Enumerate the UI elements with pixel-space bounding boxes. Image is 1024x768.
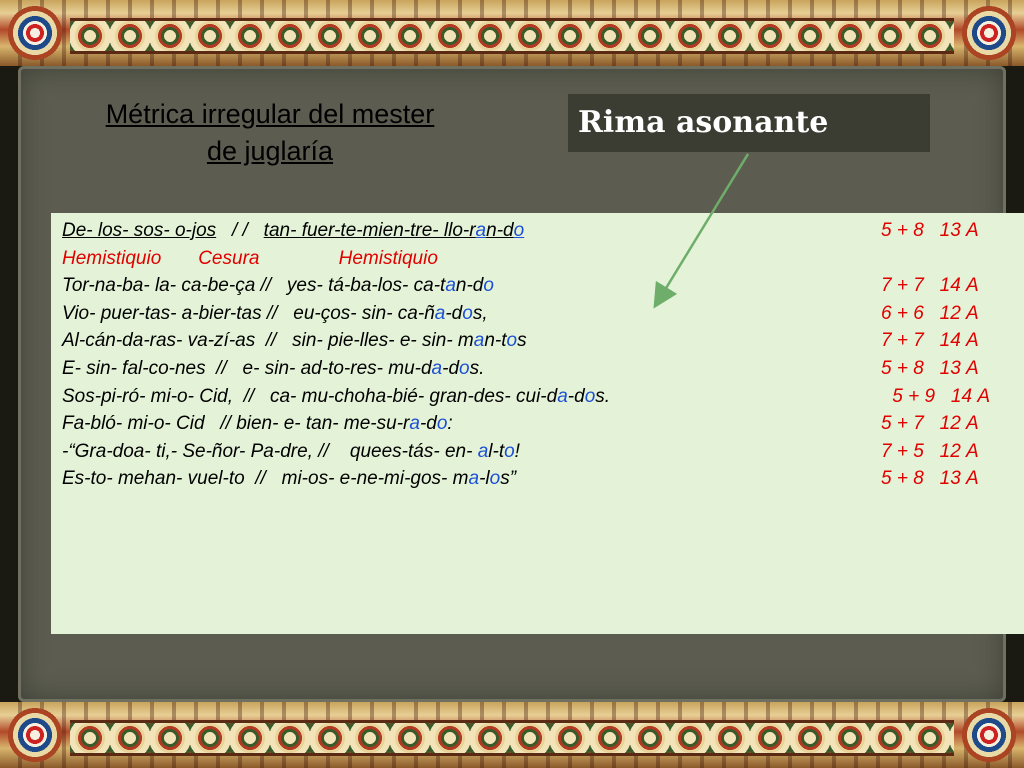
rhyme-vowel: o	[506, 330, 518, 352]
verse-fragment: !	[514, 440, 520, 462]
rhyme-vowel: a	[475, 220, 487, 241]
syllable-count: 5 + 8 13 A	[881, 220, 979, 241]
verse-fragment: -“Gra-doa- ti,- Se-ñor- Pa-dre, // quees-tás- en-	[62, 440, 478, 462]
syllable-count: 5 + 9 14 A	[887, 385, 990, 407]
verse-fragment: / /	[216, 220, 264, 241]
verse-fragment: Tor-na-ba- la- ca-be-ça // yes- tá-ba-los- ca-t	[62, 275, 446, 297]
verse-fragment: Al-cán-da-ras- va-zí-as // sin- pie-lles- e- sin- m	[62, 330, 474, 352]
rhyme-vowel: a	[473, 330, 485, 352]
verse-fragment: -d	[445, 302, 463, 324]
verse-fragment: Es-to- mehan- vuel-to // mi-os- e-ne-mi-gos- m	[62, 468, 469, 490]
slide-title: Métrica irregular del mester de juglaría	[105, 99, 435, 166]
verse-fragment: tan- fuer-te-mien-tre- llo-r	[263, 220, 476, 241]
rhyme-vowel: a	[557, 385, 568, 407]
rhyme-vowel: a	[445, 275, 456, 297]
verse-fragment: s	[517, 330, 527, 352]
verse-fragment: -d	[419, 413, 437, 435]
rhyme-vowel: o	[459, 358, 470, 379]
verse-fragment: s.	[469, 358, 485, 379]
verse-fragment: Sos-pi-ró- mi-o- Cid, // ca- mu-choha-bié- gran-des- cui-d	[62, 385, 558, 407]
verse-fragment: n-t	[484, 330, 507, 352]
syllable-count: 5 + 7 12 A	[881, 413, 979, 435]
rosette-ornament-icon	[960, 706, 1018, 764]
verse-fragment: Hemistiquio Cesura Hemistiquio	[62, 247, 438, 269]
verse-fragment: -d	[442, 358, 460, 379]
syllable-count: 7 + 7 14 A	[881, 330, 979, 352]
rhyme-vowel: a	[468, 468, 480, 490]
rhyme-vowel: a	[434, 302, 446, 324]
syllable-count: 5 + 8 13 A	[881, 468, 979, 490]
syllable-count: 6 + 6 12 A	[881, 302, 979, 324]
rhyme-vowel: o	[462, 302, 473, 324]
syllable-count: 7 + 5 12 A	[881, 440, 979, 462]
verse-fragment: l-t	[488, 440, 505, 462]
verse-fragment: s.	[595, 385, 611, 407]
rhyme-vowel: a	[431, 358, 443, 379]
decorative-border-bottom	[0, 702, 1024, 768]
verse-fragment: De- los- sos- o-jos	[62, 220, 217, 241]
rima-asonante-label: Rima asonante	[568, 94, 930, 152]
rhyme-vowel: o	[504, 440, 515, 462]
rosette-ornament-icon	[6, 706, 64, 764]
verse-fragment: Vio- puer-tas- a-bier-tas // eu-ços- sin- ca-ñ	[62, 302, 435, 324]
ornament-band-bottom	[70, 720, 954, 756]
verse-fragment: n-d	[455, 275, 484, 297]
verse-fragment: Fa-bló- mi-o- Cid // bien- e- tan- me-su-r	[62, 413, 410, 435]
verse-fragment: s,	[472, 302, 488, 324]
verse-fragment: -l	[479, 468, 490, 490]
rhyme-vowel: o	[483, 275, 494, 297]
verse-fragment: s”	[500, 468, 517, 490]
rhyme-vowel: o	[436, 413, 448, 435]
rhyme-vowel: o	[513, 220, 525, 241]
syllable-count: 7 + 7 14 A	[881, 275, 979, 297]
verse-fragment: n-d	[486, 220, 514, 241]
verse-fragment: :	[447, 413, 453, 435]
syllable-count: 5 + 8 13 A	[881, 358, 979, 379]
rhyme-vowel: a	[477, 440, 489, 462]
rhyme-vowel: o	[489, 468, 501, 490]
verse-fragment: E- sin- fal-co-nes // e- sin- ad-to-res- mu-d	[62, 358, 432, 379]
rhyme-vowel: a	[409, 413, 420, 435]
verse-fragment: -d	[567, 385, 585, 407]
rhyme-vowel: o	[584, 385, 596, 407]
